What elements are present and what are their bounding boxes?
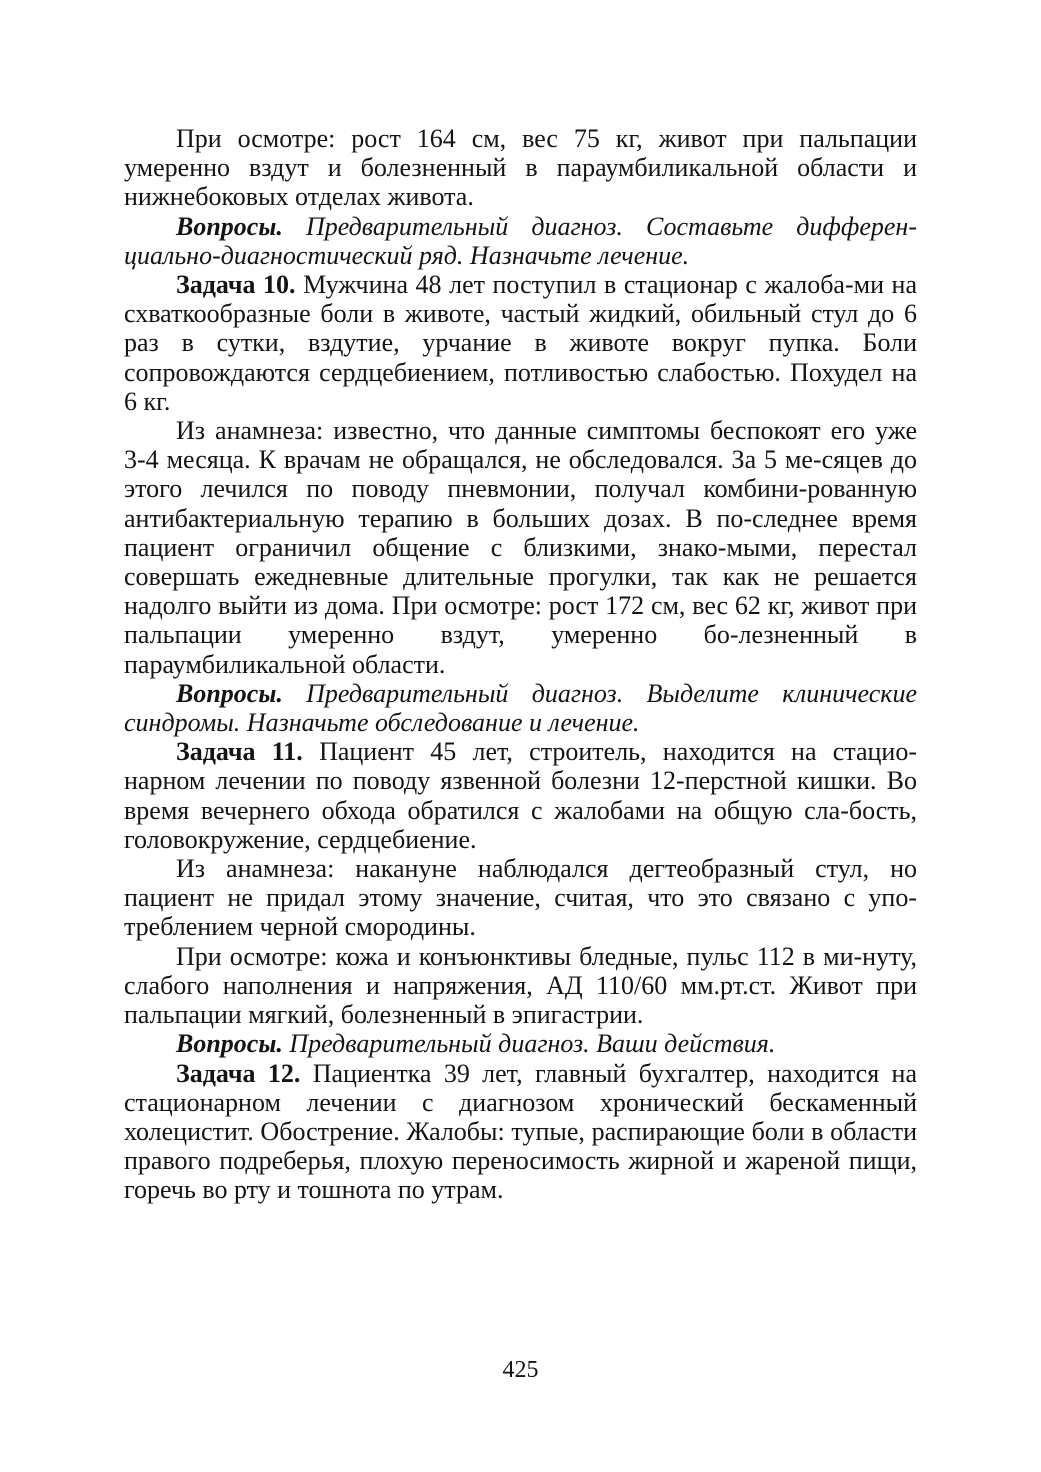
task-paragraph — [124, 737, 917, 854]
text-line: нижнебоковых отделах живота. — [124, 182, 474, 212]
text-line: синдромы. Назначьте обследование и лечение. — [124, 708, 640, 738]
text-line: жареной пищи, горечь во рту и тошнота по утрам. — [124, 1146, 918, 1205]
task-label: Задача 11. — [176, 737, 303, 767]
text-line: Во время вечернего обхода обратился с жалобами на общую сла- — [124, 766, 918, 825]
page-body-text — [124, 124, 917, 1205]
paragraph — [124, 416, 917, 679]
questions-paragraph — [124, 212, 917, 270]
text-line: лезненный в параумбиликальной области. — [124, 620, 917, 679]
text-line: рованную антибактериальную терапию в больших дозах. В по- — [124, 474, 917, 533]
page-number: 425 — [502, 1357, 539, 1383]
task-paragraph — [124, 270, 917, 416]
text-line: Предварительный диагноз. Ваши действия. — [289, 1029, 776, 1059]
text-line: Пациентка 39 лет, главный бухгалтер, находится — [312, 1058, 880, 1088]
task-paragraph — [124, 1059, 917, 1205]
text-line: области правого подреберья, плохую переносимость жирной и — [124, 1116, 917, 1176]
paragraph — [124, 854, 917, 942]
text-line: сяцев до этого лечился по поводу пневмонии, получал комбини- — [124, 445, 917, 504]
text-line: бость, головокружение, сердцебиение. — [124, 795, 917, 854]
text-line: Из анамнеза: накануне наблюдался дегтеобразный стул, но — [176, 854, 917, 884]
questions-paragraph — [124, 1029, 917, 1058]
text-line: как не решается надолго выйти из дома. При осмотре: рост 172 — [124, 562, 917, 621]
text-line: Из анамнеза: известно, что данные симптомы беспокоят его — [176, 416, 866, 446]
text-line: нарном лечении по поводу язвенной болезни 12-перстной кишки. — [124, 766, 877, 796]
text-line: пациент не придал этому значение, считая, что это связано с упо- — [124, 883, 917, 913]
text-line: циально-диагностический ряд. Назначьте лечение. — [124, 240, 690, 270]
text-line: на стационарном лечении с диагнозом хронический бескаменный — [124, 1058, 918, 1117]
paragraph — [124, 124, 917, 212]
text-line: При осмотре: кожа и конъюнктивы бледные, пульс 112 в ми- — [176, 941, 863, 971]
text-line: Живот при пальпации мягкий, болезненный в эпигастрии. — [124, 970, 918, 1030]
text-line: см, вес 62 кг, живот при пальпации умеренно вздут, умеренно бо- — [124, 591, 917, 650]
text-line: мыми, перестал совершать ежедневные длительные прогулки, так — [124, 532, 917, 592]
text-line: умеренно вздут и болезненный в параумбиликальной области и — [124, 153, 917, 183]
questions-label: Вопросы. — [176, 678, 283, 708]
text-line: Мужчина 48 лет поступил в стационар с жалоба- — [303, 270, 854, 300]
text-line: стул до 6 раз в сутки, вздутие, урчание в животе вокруг пупка. — [124, 299, 917, 358]
task-label: Задача 12. — [176, 1058, 301, 1088]
task-label: Задача 10. — [176, 270, 296, 300]
text-line: следнее время пациент ограничил общение с близкими, знако- — [124, 503, 917, 562]
questions-paragraph — [124, 679, 917, 737]
text-line: уже 3-4 месяца. К врачам не обращался, не обследовался. За 5 ме- — [124, 416, 917, 475]
questions-label: Вопросы. — [176, 1029, 283, 1059]
text-line: ми на схваткообразные боли в животе, частый жидкий, обильный — [124, 270, 918, 329]
text-line: Похудел на 6 кг. — [124, 357, 917, 416]
text-line: Боли сопровождаются сердцебиением, потливостью слабостью. — [124, 328, 917, 387]
questions-label: Вопросы. — [176, 211, 283, 241]
text-line: нуту, слабого наполнения и напряжения, АД 110/60 мм.рт.ст. — [124, 941, 917, 1000]
text-line: При осмотре: рост 164 см, вес 75 кг, живот при пальпации — [176, 124, 917, 153]
text-line: треблением черной смородины. — [124, 912, 476, 942]
paragraph — [124, 942, 917, 1030]
text-line: холецистит. Обострение. Жалобы: тупые, распирающие боли в — [124, 1116, 824, 1146]
text-line: Предварительный диагноз. Составьте дифферен- — [305, 211, 917, 241]
text-line: Предварительный диагноз. Выделите клинические — [306, 678, 917, 708]
text-line: Пациент 45 лет, строитель, находится на стацио- — [319, 737, 917, 767]
